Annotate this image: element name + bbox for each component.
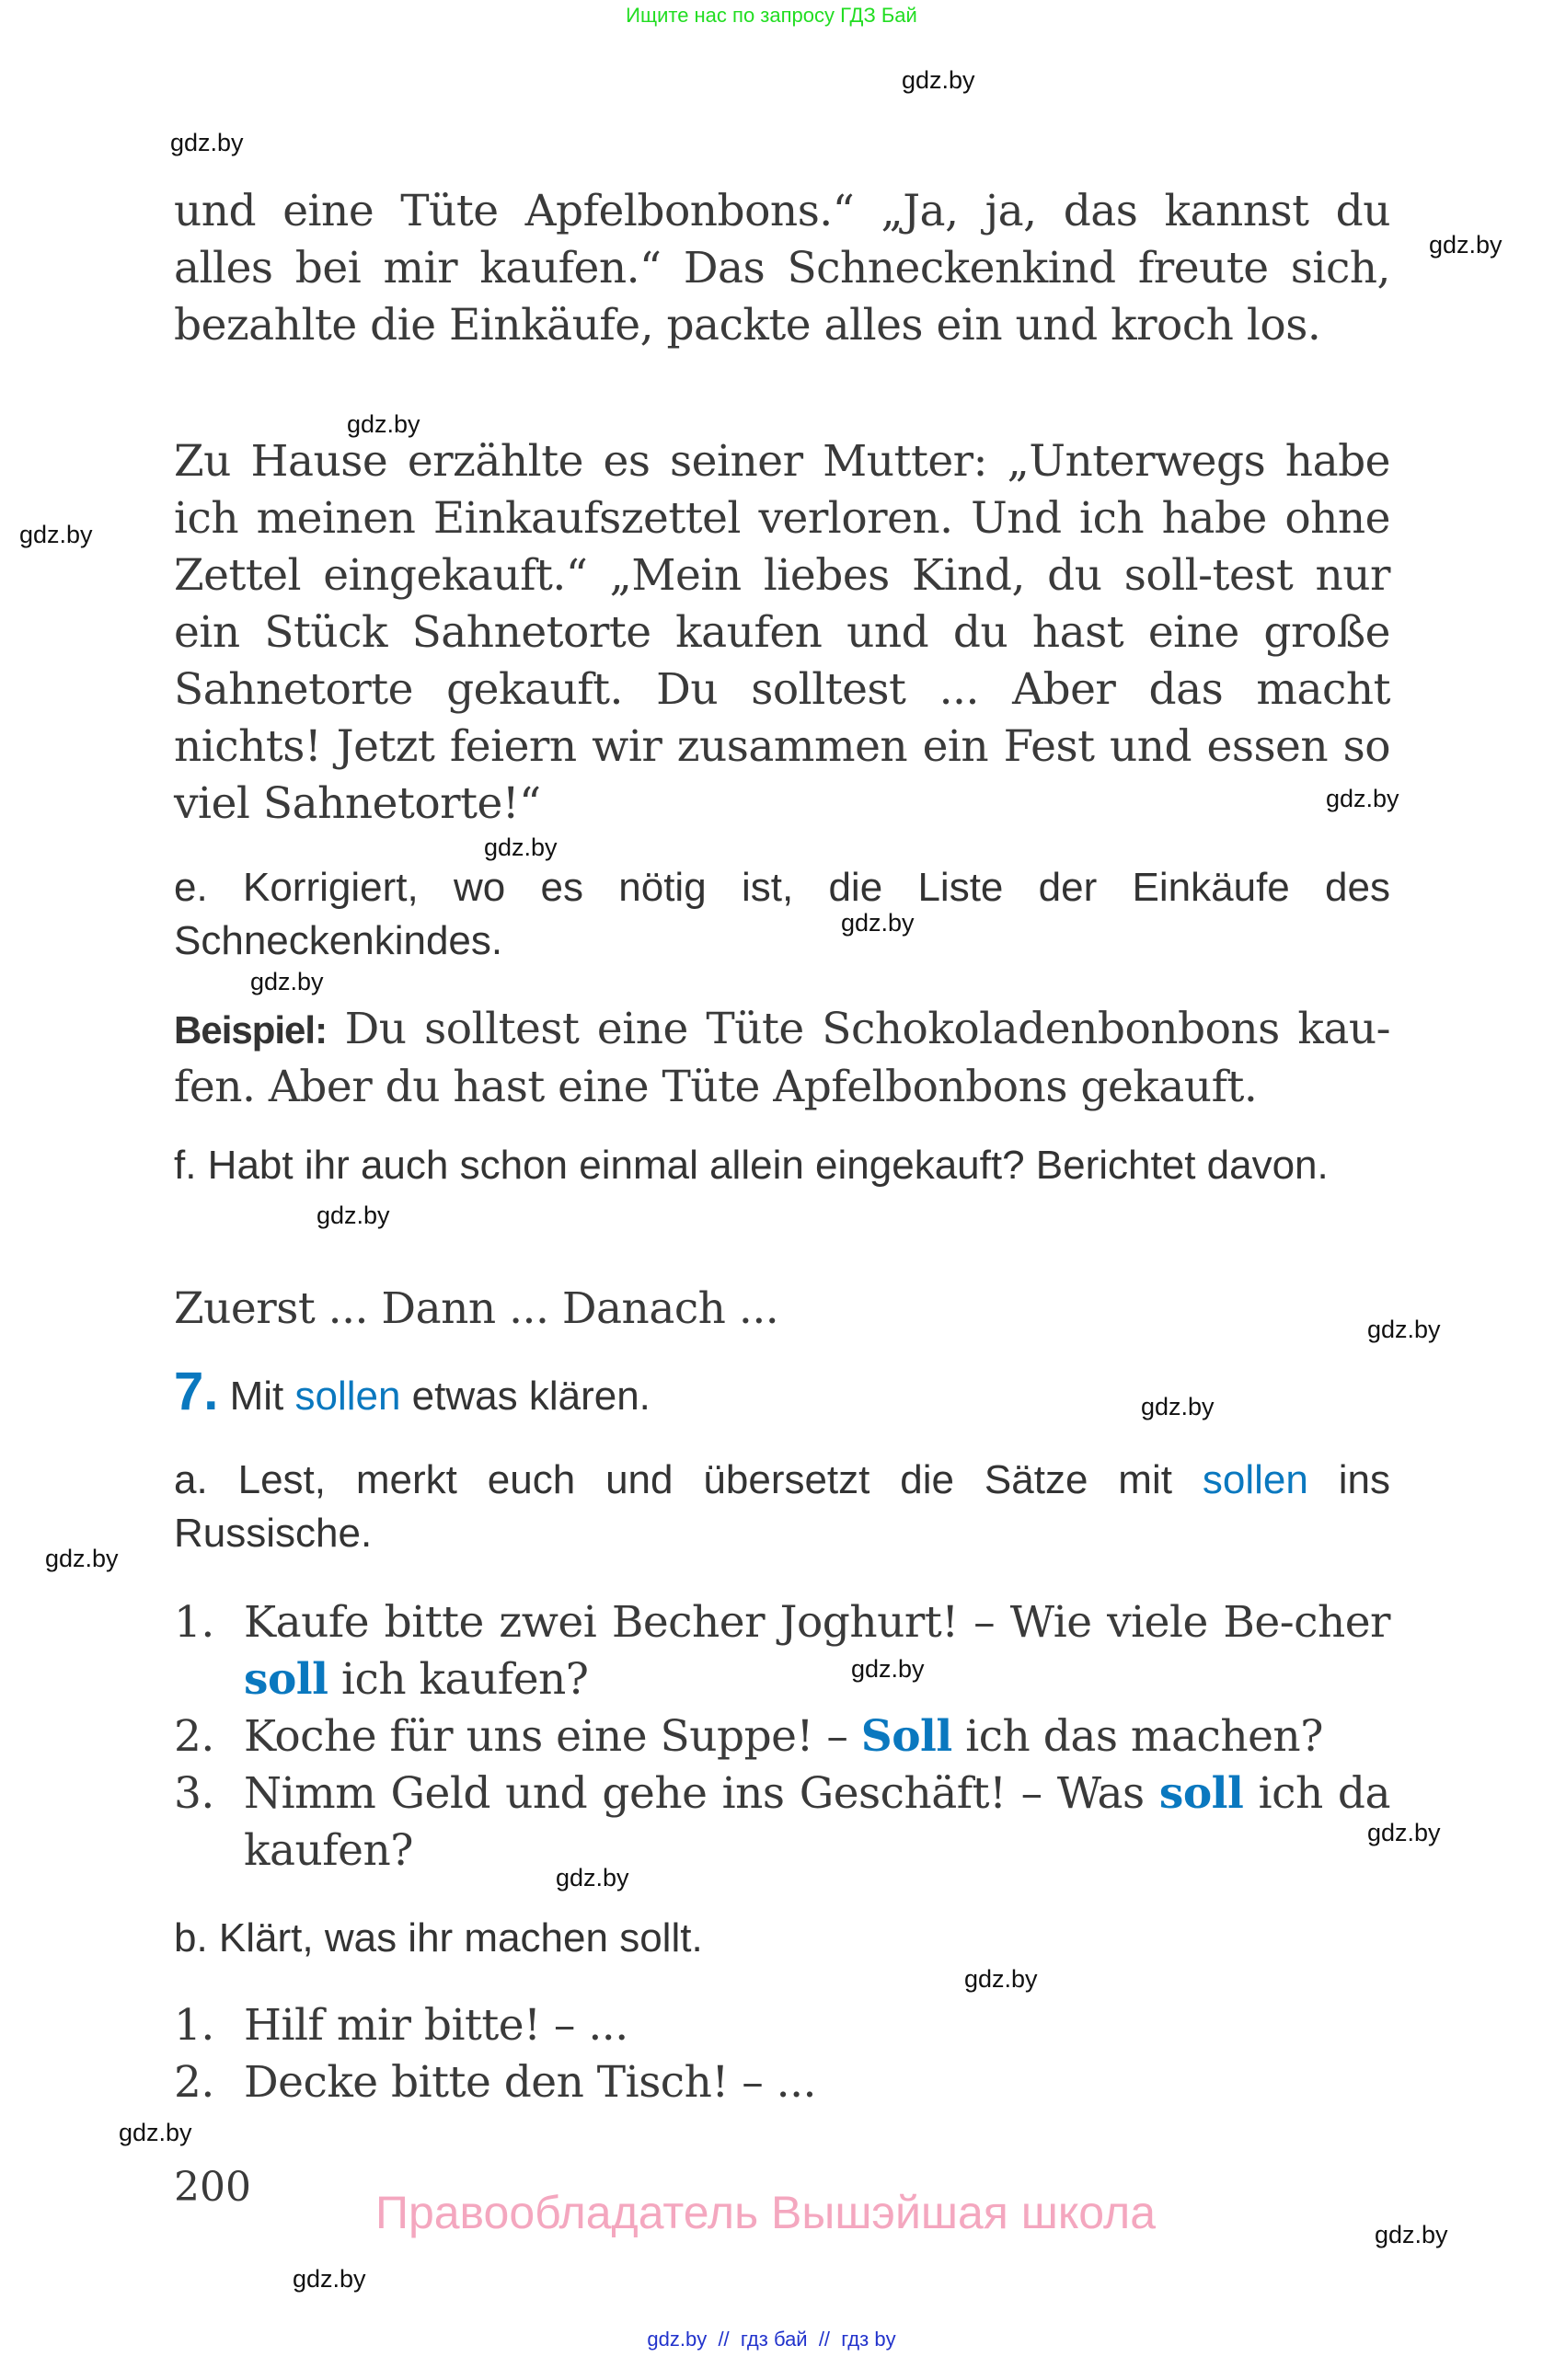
task-f-prompt: Zuerst ... Dann ... Danach ... [174, 1283, 779, 1334]
example-label: Beispiel: [174, 1008, 328, 1052]
watermark: gdz.by [851, 1655, 925, 1683]
watermark: gdz.by [250, 968, 324, 995]
sentence-part: ich da kaufen? [244, 1768, 1390, 1876]
task-b-instruction: b. Klärt, was ihr machen sollt. [174, 1915, 703, 1960]
task-e-example [174, 1001, 1390, 1116]
keyword-soll: soll [244, 1654, 328, 1705]
sentences-a-list [174, 1594, 1390, 1880]
page-number: 200 [174, 2164, 251, 2211]
watermark: gdz.by [1375, 2221, 1448, 2248]
list-number: 2. [174, 2057, 214, 2108]
watermark: gdz.by [1367, 1316, 1441, 1343]
watermark: gdz.by [293, 2265, 366, 2293]
sentences-b-list [174, 1997, 1390, 2111]
list-number: 1. [174, 2000, 214, 2051]
list-number: 2. [174, 1711, 214, 1762]
sentence-part: ich das machen? [951, 1711, 1323, 1762]
list-item [174, 2054, 1390, 2111]
keyword-sollen: sollen [1202, 1457, 1308, 1502]
rights-holder: Правообладатель Вышэйшая школа [375, 2187, 1156, 2238]
sentence-text [244, 1594, 1390, 1708]
watermark: gdz.by [1367, 1819, 1441, 1846]
keyword-soll: soll [1158, 1768, 1244, 1819]
task-a-text: a. Lest, merkt euch und übersetzt die Sätze mit [174, 1457, 1203, 1502]
watermark: gdz.by [1429, 231, 1503, 259]
watermark: gdz.by [347, 410, 420, 438]
keyword-sollen: sollen [294, 1374, 401, 1419]
sentence-text: Hilf mir bitte! – ... [244, 2000, 628, 2051]
watermark: gdz.by [556, 1864, 629, 1891]
watermark: gdz.by [902, 66, 975, 94]
task-a-instruction [174, 1454, 1390, 1560]
exercise-number: 7. [174, 1362, 219, 1421]
list-number: 1. [174, 1597, 214, 1648]
example-text: Du solltest eine Tüte Schokoladenbonbons kau-fen. Aber du hast eine Tüte Apfelbonbons gekauft. [174, 1004, 1390, 1112]
sentence-part: ich kaufen? [328, 1654, 589, 1705]
watermark: gdz.by [119, 2119, 192, 2146]
list-item [174, 1997, 1390, 2054]
watermark: gdz.by [1326, 785, 1399, 812]
sentence-part: Nimm Geld und gehe ins Geschäft! – Was [244, 1768, 1159, 1819]
list-item [174, 1765, 1390, 1880]
exercise-title-part: etwas klären. [400, 1374, 651, 1419]
watermark: gdz.by [964, 1965, 1038, 1993]
sentence-text [244, 1708, 1390, 1765]
watermark: gdz.by [317, 1201, 390, 1229]
list-number: 3. [174, 1768, 214, 1819]
sentence-part: Koche für uns eine Suppe! – [244, 1711, 861, 1762]
story-paragraph-1: und eine Tüte Apfelbonbons.“ „Ja, ja, das kannst du alles bei mir kaufen.“ Das Schneckenkind freute sich, bezahlte die Einkäufe, packte alles ein und kroch los. [174, 186, 1390, 351]
keyword-soll: Soll [860, 1711, 952, 1762]
task-f-instruction: f. Habt ihr auch schon einmal allein eingekauft? Berichtet davon. [174, 1143, 1329, 1188]
watermark: gdz.by [841, 909, 915, 937]
watermark: gdz.by [45, 1545, 119, 1572]
sentence-part: Kaufe bitte zwei Becher Joghurt! – Wie viele Be-cher [244, 1597, 1390, 1648]
sentence-text [244, 1765, 1390, 1880]
sentence-text: Decke bitte den Tisch! – ... [244, 2057, 816, 2108]
watermark: gdz.by [1141, 1393, 1215, 1420]
footer-links[interactable]: gdz.by // гдз бай // гдз by [647, 2328, 896, 2351]
exercise-7-heading [174, 1362, 1390, 1423]
search-banner: Ищите нас по запросу ГДЗ Бай [626, 4, 917, 27]
list-item [174, 1708, 1390, 1765]
task-e-instruction: e. Korrigiert, wo es nötig ist, die Liste der Einkäufe des Schneckenkindes. [174, 865, 1390, 963]
watermark: gdz.by [484, 834, 558, 861]
task-a-text: ins Russische. [174, 1457, 1390, 1556]
story-paragraph-2: Zu Hause erzählte es seiner Mutter: „Unterwegs habe ich meinen Einkaufszettel verloren. Und ich habe ohne Zettel eingekauft.“ „Mein liebes Kind, du soll-test nur ein Stück Sahnetorte kaufen und du hast eine große Sahnetorte gekauft. Du solltest ... Aber das macht nichts! Jetzt feiern wir zusammen ein Fest und essen so viel Sahnetorte!“ [174, 436, 1390, 829]
watermark: gdz.by [19, 521, 93, 548]
exercise-title-part: Mit [218, 1374, 295, 1419]
list-item [174, 1594, 1390, 1708]
watermark: gdz.by [170, 129, 244, 156]
